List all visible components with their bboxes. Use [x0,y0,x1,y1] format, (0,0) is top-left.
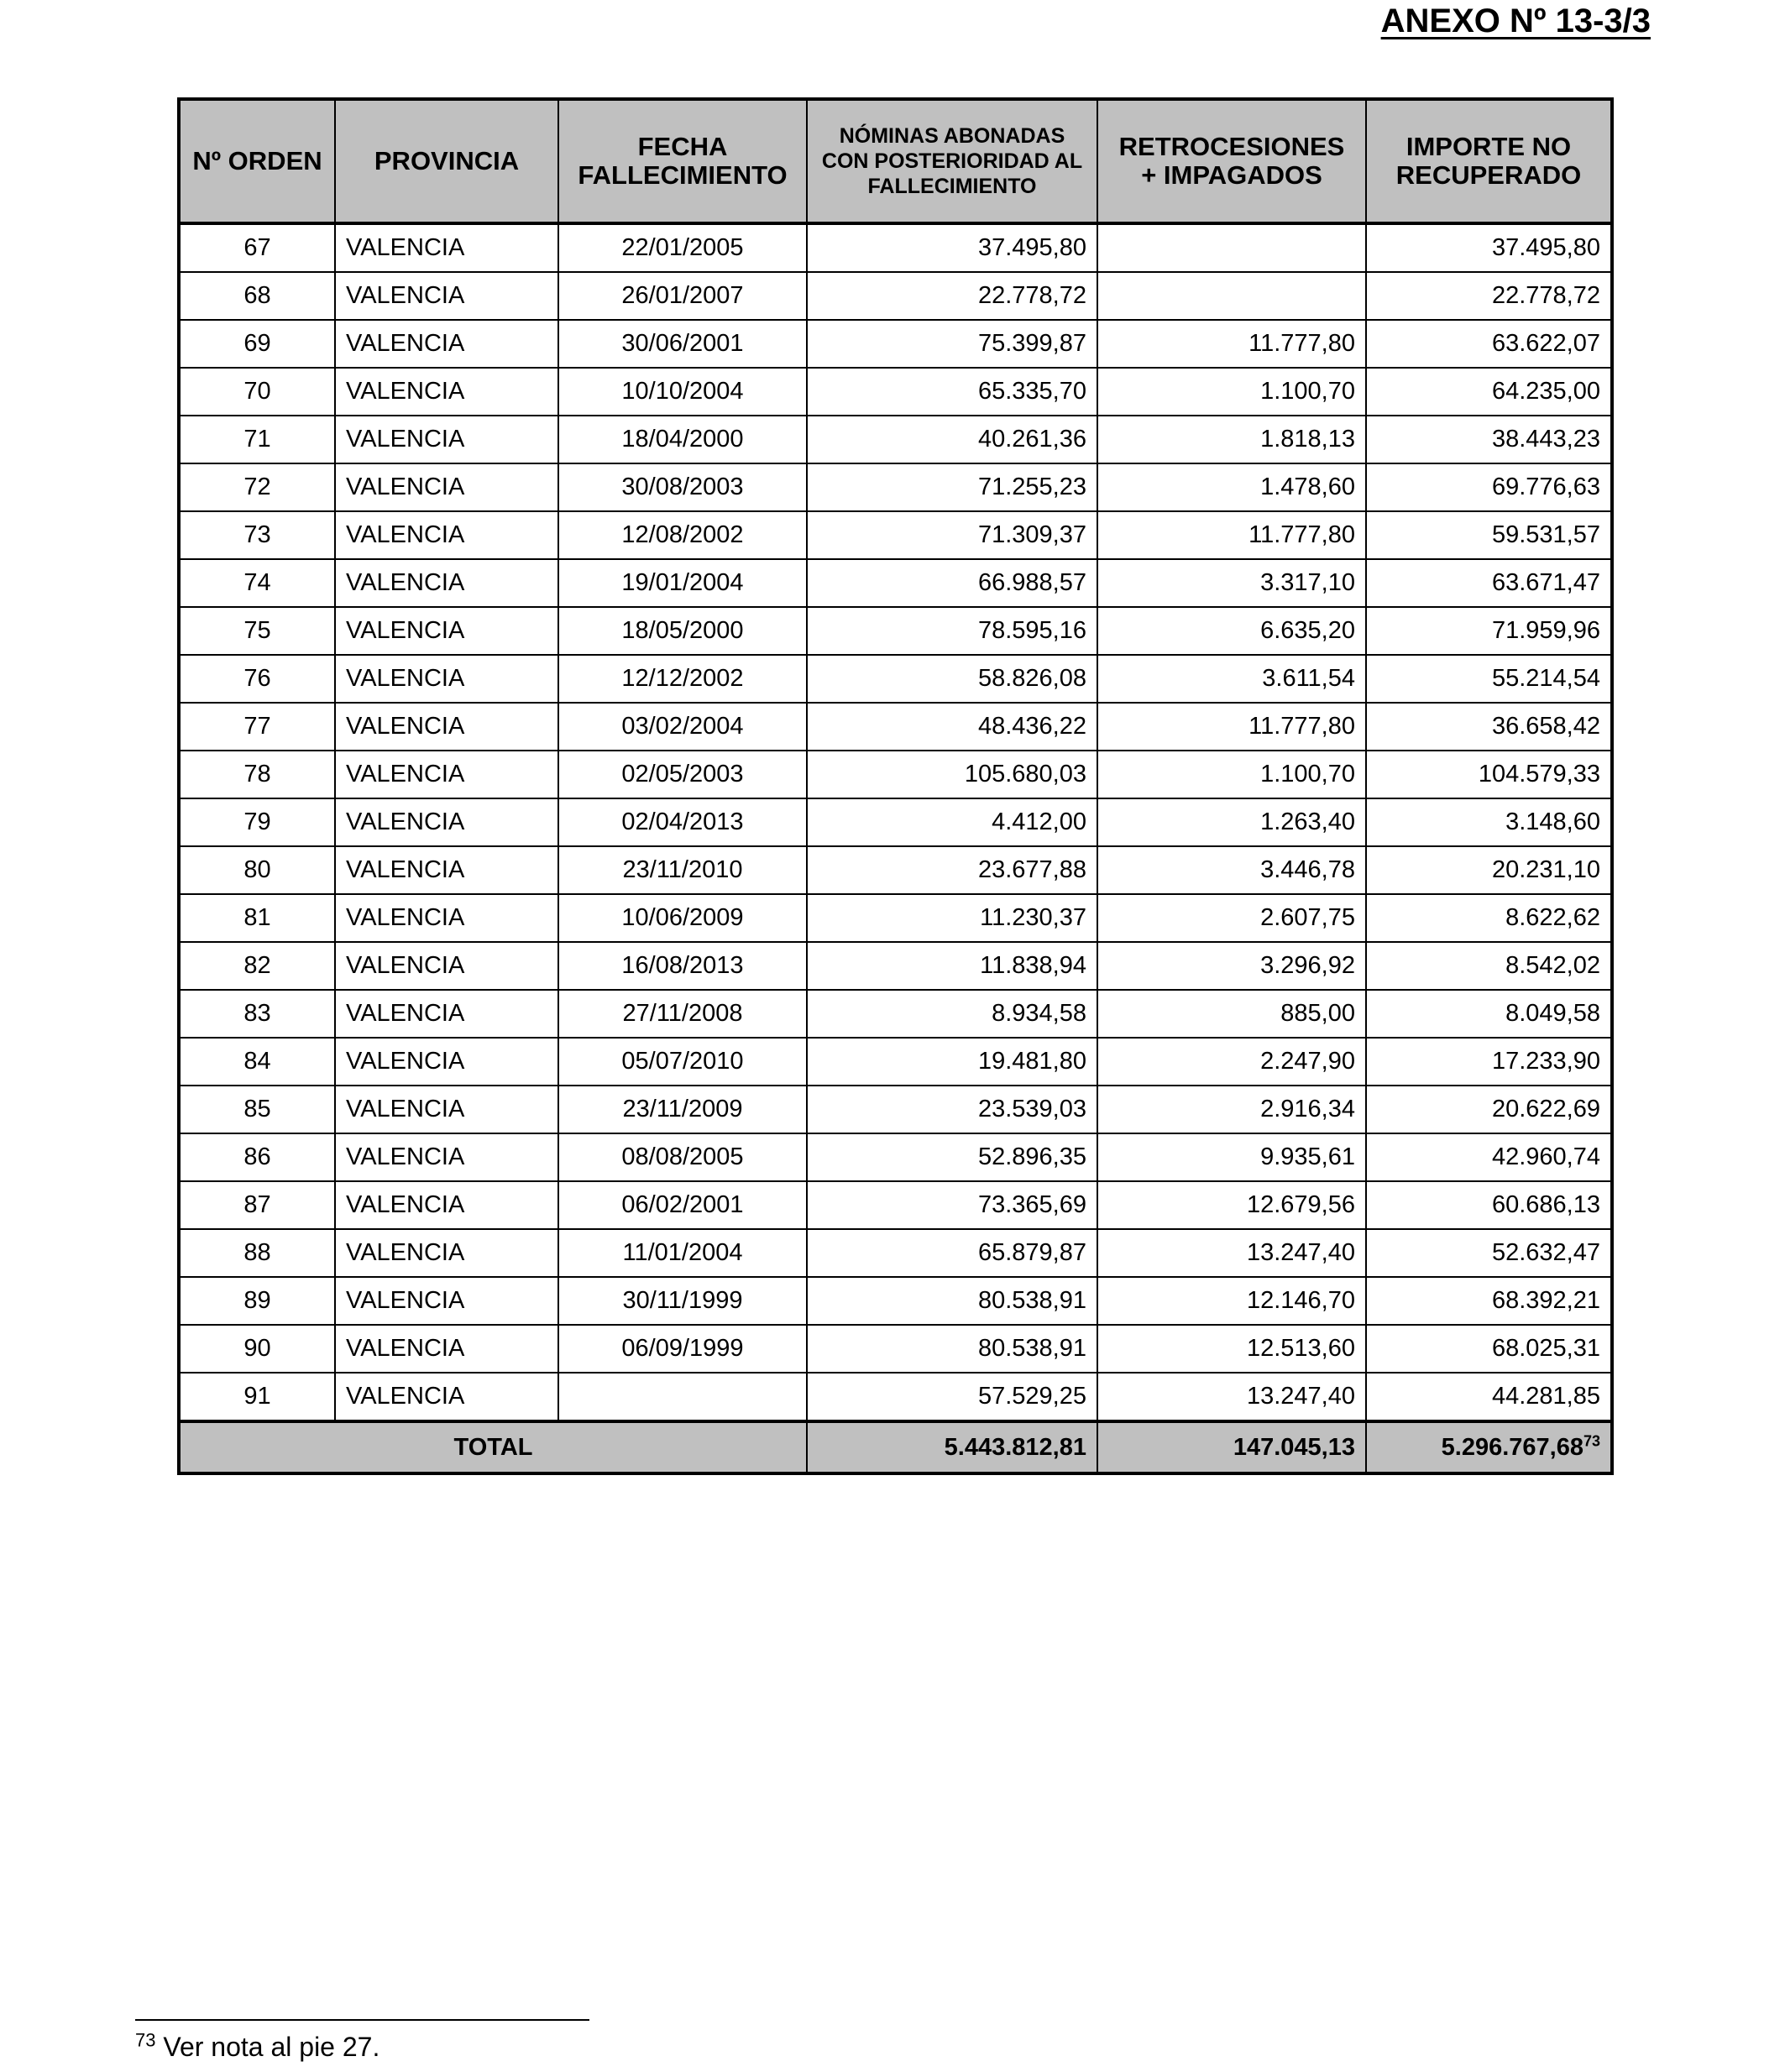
cell-importe: 20.622,69 [1366,1086,1612,1133]
table-row [179,703,1612,751]
table-row [179,607,1612,655]
cell-nominas: 11.230,37 [807,894,1097,942]
cell-nominas: 65.335,70 [807,368,1097,416]
table-row [179,559,1612,607]
cell-provincia: VALENCIA [335,703,558,751]
cell-orden: 86 [179,1133,335,1181]
cell-fecha: 26/01/2007 [558,272,807,320]
cell-fecha: 22/01/2005 [558,223,807,272]
cell-provincia: VALENCIA [335,1181,558,1229]
table-row [179,463,1612,511]
cell-nominas: 65.879,87 [807,1229,1097,1277]
cell-importe: 38.443,23 [1366,416,1612,463]
cell-fecha: 18/05/2000 [558,607,807,655]
cell-retrocesiones: 1.263,40 [1097,798,1366,846]
cell-provincia: VALENCIA [335,511,558,559]
cell-retrocesiones: 6.635,20 [1097,607,1366,655]
cell-nominas: 57.529,25 [807,1373,1097,1421]
cell-provincia: VALENCIA [335,942,558,990]
cell-fecha: 12/08/2002 [558,511,807,559]
cell-importe: 44.281,85 [1366,1373,1612,1421]
cell-orden: 67 [179,223,335,272]
cell-provincia: VALENCIA [335,607,558,655]
cell-retrocesiones: 12.679,56 [1097,1181,1366,1229]
cell-fecha: 30/06/2001 [558,320,807,368]
total-importe [1366,1421,1612,1473]
cell-nominas: 40.261,36 [807,416,1097,463]
cell-nominas: 23.677,88 [807,846,1097,894]
total-label: TOTAL [179,1421,807,1473]
cell-nominas: 66.988,57 [807,559,1097,607]
cell-importe: 37.495,80 [1366,223,1612,272]
cell-provincia: VALENCIA [335,1325,558,1373]
cell-retrocesiones: 1.100,70 [1097,368,1366,416]
cell-orden: 75 [179,607,335,655]
cell-retrocesiones: 12.513,60 [1097,1325,1366,1373]
cell-importe: 68.025,31 [1366,1325,1612,1373]
cell-nominas: 37.495,80 [807,223,1097,272]
cell-retrocesiones: 1.478,60 [1097,463,1366,511]
cell-fecha: 03/02/2004 [558,703,807,751]
cell-retrocesiones: 9.935,61 [1097,1133,1366,1181]
cell-provincia: VALENCIA [335,1086,558,1133]
cell-importe: 63.622,07 [1366,320,1612,368]
cell-importe: 3.148,60 [1366,798,1612,846]
total-retrocesiones: 147.045,13 [1097,1421,1366,1473]
cell-orden: 72 [179,463,335,511]
cell-orden: 76 [179,655,335,703]
cell-orden: 80 [179,846,335,894]
cell-fecha: 11/01/2004 [558,1229,807,1277]
cell-orden: 82 [179,942,335,990]
cell-provincia: VALENCIA [335,990,558,1038]
total-nominas: 5.443.812,81 [807,1421,1097,1473]
cell-orden: 70 [179,368,335,416]
cell-importe: 8.622,62 [1366,894,1612,942]
cell-nominas: 71.309,37 [807,511,1097,559]
cell-provincia: VALENCIA [335,320,558,368]
cell-orden: 78 [179,751,335,798]
cell-importe: 69.776,63 [1366,463,1612,511]
cell-importe: 59.531,57 [1366,511,1612,559]
cell-orden: 85 [179,1086,335,1133]
cell-retrocesiones: 11.777,80 [1097,703,1366,751]
cell-nominas: 105.680,03 [807,751,1097,798]
cell-nominas: 52.896,35 [807,1133,1097,1181]
cell-nominas: 80.538,91 [807,1277,1097,1325]
cell-importe: 71.959,96 [1366,607,1612,655]
cell-orden: 69 [179,320,335,368]
table-row [179,368,1612,416]
cell-importe: 64.235,00 [1366,368,1612,416]
cell-provincia: VALENCIA [335,751,558,798]
cell-fecha: 16/08/2013 [558,942,807,990]
cell-importe: 8.542,02 [1366,942,1612,990]
cell-importe: 63.671,47 [1366,559,1612,607]
table-row [179,1086,1612,1133]
cell-orden: 84 [179,1038,335,1086]
header-fecha: FECHA FALLECIMIENTO [558,99,807,223]
cell-importe: 20.231,10 [1366,846,1612,894]
cell-fecha: 18/04/2000 [558,416,807,463]
cell-retrocesiones: 13.247,40 [1097,1229,1366,1277]
cell-fecha: 08/08/2005 [558,1133,807,1181]
table-row [179,894,1612,942]
cell-fecha: 30/11/1999 [558,1277,807,1325]
cell-retrocesiones: 885,00 [1097,990,1366,1038]
header-importe: IMPORTE NO RECUPERADO [1366,99,1612,223]
cell-retrocesiones: 12.146,70 [1097,1277,1366,1325]
cell-orden: 83 [179,990,335,1038]
cell-importe: 60.686,13 [1366,1181,1612,1229]
cell-orden: 91 [179,1373,335,1421]
cell-fecha: 30/08/2003 [558,463,807,511]
cell-fecha: 19/01/2004 [558,559,807,607]
table-row [179,655,1612,703]
table-row [179,1325,1612,1373]
cell-orden: 77 [179,703,335,751]
cell-retrocesiones: 2.607,75 [1097,894,1366,942]
table-row [179,846,1612,894]
table-row [179,798,1612,846]
cell-fecha: 23/11/2009 [558,1086,807,1133]
cell-orden: 89 [179,1277,335,1325]
cell-retrocesiones: 1.100,70 [1097,751,1366,798]
annex-title: ANEXO Nº 13-3/3 [1380,3,1651,39]
cell-fecha: 10/06/2009 [558,894,807,942]
cell-nominas: 58.826,08 [807,655,1097,703]
total-importe-value: 5.296.767,68 [1441,1434,1583,1461]
cell-importe: 22.778,72 [1366,272,1612,320]
cell-provincia: VALENCIA [335,559,558,607]
cell-provincia: VALENCIA [335,463,558,511]
total-row [179,1421,1612,1473]
cell-provincia: VALENCIA [335,1373,558,1421]
cell-fecha: 06/02/2001 [558,1181,807,1229]
table-row [179,942,1612,990]
cell-nominas: 8.934,58 [807,990,1097,1038]
cell-provincia: VALENCIA [335,1277,558,1325]
cell-importe: 104.579,33 [1366,751,1612,798]
cell-nominas: 22.778,72 [807,272,1097,320]
data-table [177,97,1614,1475]
cell-retrocesiones: 3.296,92 [1097,942,1366,990]
cell-nominas: 71.255,23 [807,463,1097,511]
cell-provincia: VALENCIA [335,1038,558,1086]
cell-orden: 87 [179,1181,335,1229]
cell-provincia: VALENCIA [335,894,558,942]
cell-fecha: 10/10/2004 [558,368,807,416]
cell-importe: 68.392,21 [1366,1277,1612,1325]
cell-retrocesiones: 11.777,80 [1097,511,1366,559]
cell-provincia: VALENCIA [335,798,558,846]
total-footnote-ref: 73 [1583,1432,1600,1450]
cell-orden: 71 [179,416,335,463]
cell-retrocesiones: 2.247,90 [1097,1038,1366,1086]
header-retrocesiones: RETROCESIONES + IMPAGADOS [1097,99,1366,223]
table-row [179,1229,1612,1277]
cell-nominas: 4.412,00 [807,798,1097,846]
header-provincia: PROVINCIA [335,99,558,223]
cell-nominas: 11.838,94 [807,942,1097,990]
cell-nominas: 78.595,16 [807,607,1097,655]
table-header [179,99,1612,223]
cell-importe: 55.214,54 [1366,655,1612,703]
cell-fecha: 02/05/2003 [558,751,807,798]
cell-retrocesiones [1097,272,1366,320]
cell-nominas: 73.365,69 [807,1181,1097,1229]
cell-nominas: 19.481,80 [807,1038,1097,1086]
table-row [179,751,1612,798]
cell-retrocesiones [1097,223,1366,272]
cell-importe: 52.632,47 [1366,1229,1612,1277]
cell-fecha: 05/07/2010 [558,1038,807,1086]
cell-importe: 36.658,42 [1366,703,1612,751]
table-row [179,1038,1612,1086]
table-row [179,272,1612,320]
cell-fecha: 23/11/2010 [558,846,807,894]
cell-fecha: 02/04/2013 [558,798,807,846]
cell-retrocesiones: 3.317,10 [1097,559,1366,607]
cell-fecha: 06/09/1999 [558,1325,807,1373]
table-row [179,416,1612,463]
cell-fecha: 27/11/2008 [558,990,807,1038]
cell-provincia: VALENCIA [335,1229,558,1277]
cell-provincia: VALENCIA [335,272,558,320]
table-row [179,320,1612,368]
table-row [179,223,1612,272]
cell-orden: 74 [179,559,335,607]
footnote-divider [135,2019,589,2021]
cell-retrocesiones: 1.818,13 [1097,416,1366,463]
cell-nominas: 75.399,87 [807,320,1097,368]
table-row [179,990,1612,1038]
cell-retrocesiones: 2.916,34 [1097,1086,1366,1133]
cell-provincia: VALENCIA [335,1133,558,1181]
table-body [179,223,1612,1421]
cell-fecha [558,1373,807,1421]
footnote-number: 73 [135,2029,156,2051]
cell-importe: 17.233,90 [1366,1038,1612,1086]
cell-orden: 68 [179,272,335,320]
cell-provincia: VALENCIA [335,655,558,703]
cell-orden: 79 [179,798,335,846]
table-row [179,511,1612,559]
table-row [179,1373,1612,1421]
cell-importe: 42.960,74 [1366,1133,1612,1181]
cell-orden: 73 [179,511,335,559]
cell-retrocesiones: 3.446,78 [1097,846,1366,894]
cell-orden: 88 [179,1229,335,1277]
cell-importe: 8.049,58 [1366,990,1612,1038]
cell-orden: 90 [179,1325,335,1373]
cell-orden: 81 [179,894,335,942]
cell-provincia: VALENCIA [335,223,558,272]
cell-provincia: VALENCIA [335,368,558,416]
cell-retrocesiones: 11.777,80 [1097,320,1366,368]
table-row [179,1277,1612,1325]
cell-retrocesiones: 3.611,54 [1097,655,1366,703]
table-row [179,1181,1612,1229]
footnote [135,2030,380,2064]
table-row [179,1133,1612,1181]
cell-nominas: 23.539,03 [807,1086,1097,1133]
cell-retrocesiones: 13.247,40 [1097,1373,1366,1421]
footnote-text: Ver nota al pie 27. [163,2032,380,2062]
cell-nominas: 48.436,22 [807,703,1097,751]
cell-provincia: VALENCIA [335,416,558,463]
header-nominas: NÓMINAS ABONADAS CON POSTERIORIDAD AL FALLECIMIENTO [807,99,1097,223]
cell-provincia: VALENCIA [335,846,558,894]
header-orden: Nº ORDEN [179,99,335,223]
cell-fecha: 12/12/2002 [558,655,807,703]
cell-nominas: 80.538,91 [807,1325,1097,1373]
